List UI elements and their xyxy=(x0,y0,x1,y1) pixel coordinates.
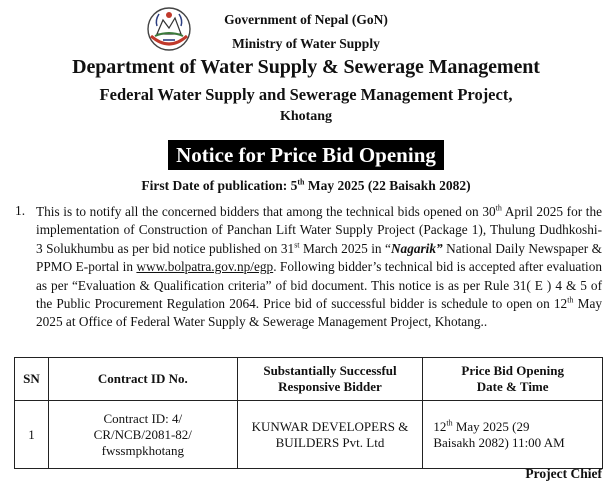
bid-table xyxy=(14,357,603,469)
date-cell: 12th May 2025 (29 Baisakh 2082) 11:00 AM xyxy=(423,401,603,469)
notice-paragraph: This is to notify all the concerned bidders that among the technical bids opened on 30th April 2025 for the implementation of Construction of Panchan Lift Water Supply Project (Package 1), Thulung Dudhkoshi- 3 Solukhumbu as per bid notice published on 31st March 2025 in “Nagarik” National Daily Newspaper & PPMO E-portal in www.bolpatra.gov.np/egp. Following bidder’s technical bid is accepted after evaluation as per “Evaluation & Qualification criteria” of bid document. This notice is as per Rule 31( E ) 4 & 5 of the Public Procurement Regulation 2064. Price bid of successful bidder is schedule to open on 12th May 2025 at Office of Federal Water Supply & Sewerage Management Project, Khotang.. xyxy=(36,203,603,330)
table-row xyxy=(15,401,603,469)
publication-date: First Date of publication: 5th May 2025 (22 Baisakh 2082) xyxy=(141,177,471,193)
location-heading: Khotang xyxy=(279,109,333,124)
table-header-row xyxy=(15,358,603,401)
department-heading: Department of Water Supply & Sewerage Management xyxy=(72,56,540,78)
date-header: Price Bid Opening Date & Time xyxy=(423,358,603,401)
sn-header: SN xyxy=(15,358,49,401)
contract-cell: Contract ID: 4/ CR/NCB/2081-82/ fwssmpkhotang xyxy=(48,401,237,469)
newspaper-name: Nagarik” xyxy=(390,240,443,256)
bidder-header: Substantially Successful Responsive Bidder xyxy=(237,358,423,401)
sn-cell: 1 xyxy=(15,401,49,469)
project-heading: Federal Water Supply and Sewerage Management Project, xyxy=(99,85,513,104)
bolpatra-link[interactable]: www.bolpatra.gov.np/egp xyxy=(136,259,274,275)
bidder-cell: KUNWAR DEVELOPERS & BUILDERS Pvt. Ltd xyxy=(237,401,423,469)
paragraph-number: 1. xyxy=(15,203,26,218)
ministry-heading: Ministry of Water Supply xyxy=(232,36,380,51)
signoff: Project Chief xyxy=(525,466,602,481)
government-heading: Government of Nepal (GoN) xyxy=(224,12,388,27)
contract-header: Contract ID No. xyxy=(48,358,237,401)
notice-title: Notice for Price Bid Opening xyxy=(168,140,444,170)
